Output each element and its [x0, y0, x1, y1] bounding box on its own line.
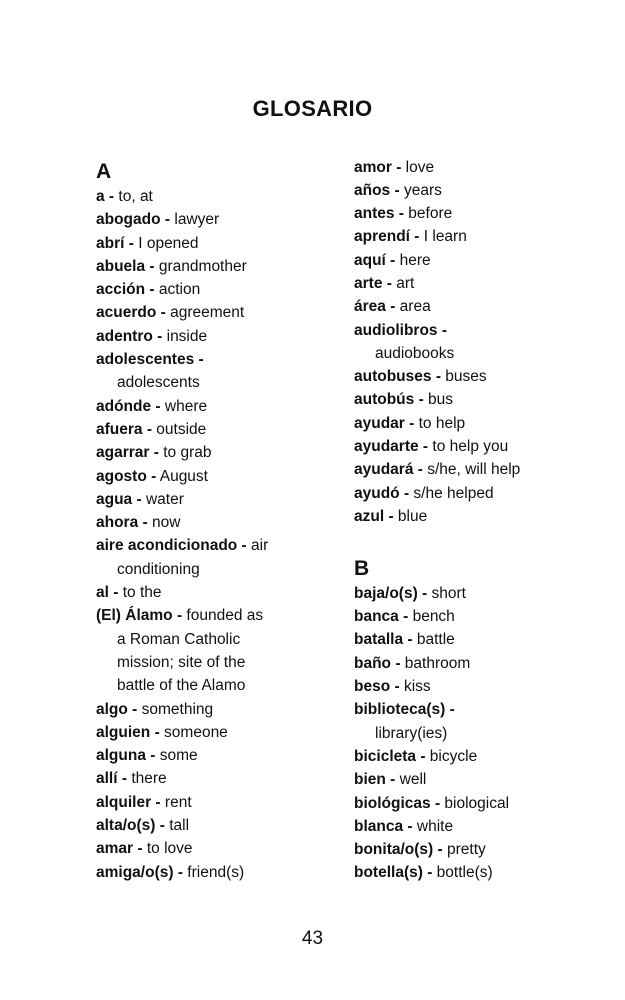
- entry-term: ayudará -: [354, 461, 423, 479]
- glossary-entry: [354, 482, 520, 505]
- section-letter: A: [96, 160, 112, 183]
- glossary-entry: [96, 395, 268, 418]
- entry-line: [354, 815, 520, 838]
- entry-definition: grandmother: [154, 257, 247, 275]
- glossary-entry: [96, 255, 268, 278]
- entry-line: [96, 325, 268, 348]
- entry-term: agosto -: [96, 467, 157, 485]
- entry-definition: to, at: [114, 188, 153, 205]
- entry-definition: I learn: [419, 228, 467, 246]
- entry-definition: to the: [118, 584, 162, 602]
- entry-term: batalla -: [354, 631, 413, 649]
- entry-definition: kiss: [399, 678, 431, 696]
- entry-definition: well: [395, 771, 427, 789]
- entry-line: [354, 582, 520, 605]
- glossary-entry: [354, 435, 520, 458]
- entry-definition: bench: [408, 608, 455, 626]
- entry-definition: friend(s): [182, 863, 245, 881]
- glossary-entry: [96, 581, 268, 604]
- glossary-entry: [96, 348, 268, 395]
- glossary-entry: [354, 225, 520, 248]
- entry-term: biológicas -: [354, 794, 441, 812]
- entry-term: alquiler -: [96, 793, 161, 811]
- entry-definition: bathroom: [400, 654, 471, 672]
- glossary-entry: [354, 412, 520, 435]
- entry-line: [354, 202, 520, 225]
- entry-term: alta/o(s) -: [96, 817, 165, 835]
- entry-line: [96, 837, 268, 860]
- entry-term: amor -: [354, 158, 402, 176]
- entry-definition: bottle(s): [432, 864, 493, 882]
- entry-term: años -: [354, 181, 400, 199]
- entry-line: [354, 792, 520, 815]
- entry-term: ahora -: [96, 514, 148, 532]
- entry-term: adentro -: [96, 327, 163, 345]
- glossary-entry: [354, 249, 520, 272]
- entry-term: algo -: [96, 700, 138, 718]
- entry-line: [96, 581, 268, 604]
- entry-line: [96, 348, 268, 371]
- glossary-entry: [354, 652, 520, 675]
- entry-definition: inside: [162, 327, 208, 345]
- entry-term: autobuses -: [354, 368, 441, 386]
- entry-definition: bus: [423, 391, 454, 409]
- glossary-column-left: [96, 158, 268, 884]
- glossary-entry: [354, 792, 520, 815]
- entry-definition: here: [395, 251, 431, 269]
- entry-line: [96, 418, 268, 441]
- entry-definition: short: [427, 584, 466, 602]
- entry-term: aquí -: [354, 251, 396, 269]
- entry-definition: something: [137, 700, 214, 718]
- entry-term: abuela -: [96, 257, 155, 275]
- entry-term: ayudarte -: [354, 438, 429, 456]
- glossary-entry: [96, 325, 268, 348]
- entry-term: baño -: [354, 654, 401, 672]
- entry-line: [354, 698, 520, 721]
- entry-term: adónde -: [96, 397, 161, 415]
- entry-term: bien -: [354, 771, 396, 789]
- glossary-entry: [354, 365, 520, 388]
- entry-line: [354, 745, 520, 768]
- entry-term: adolescentes -: [96, 351, 204, 369]
- entry-definition: to help you: [428, 438, 509, 456]
- entry-term: beso -: [354, 678, 400, 696]
- entry-line: [96, 767, 268, 790]
- entry-term: (El) Álamo -: [96, 607, 183, 625]
- glossary-entry: [96, 418, 268, 441]
- entry-line: [354, 435, 520, 458]
- entry-term: blanca -: [354, 817, 413, 835]
- entry-definition: to help: [414, 414, 466, 432]
- glossary-entry: [96, 837, 268, 860]
- entry-line: [96, 488, 268, 511]
- entry-definition: outside: [152, 420, 207, 438]
- entry-line: [354, 482, 520, 505]
- entry-definition: bicycle: [425, 747, 478, 765]
- entry-definition: s/he helped: [409, 484, 494, 502]
- entry-term: bicicleta -: [354, 747, 426, 765]
- entry-definition: there: [127, 770, 167, 788]
- entry-term: alguna -: [96, 747, 156, 765]
- glossary-entry: [354, 505, 520, 528]
- entry-definition: rent: [160, 793, 192, 811]
- entry-term: acuerdo -: [96, 304, 166, 322]
- entry-line: [96, 814, 268, 837]
- entry-line: [354, 412, 520, 435]
- entry-line: [96, 721, 268, 744]
- glossary-entry: [96, 465, 268, 488]
- section-gap: [354, 528, 520, 555]
- entry-term: azul -: [354, 507, 394, 525]
- glossary-entry: [96, 534, 268, 581]
- entry-definition-continued: mission; site of the: [117, 653, 246, 671]
- entry-definition: to grab: [158, 444, 212, 462]
- glossary-entry: [354, 272, 520, 295]
- entry-definition: blue: [393, 507, 428, 525]
- entry-definition: biological: [440, 794, 510, 812]
- entry-term: alguien -: [96, 723, 160, 741]
- glossary-entry: [96, 814, 268, 837]
- entry-definition: agreement: [165, 304, 245, 322]
- entry-term: biblioteca(s) -: [354, 701, 455, 719]
- entry-definition-continued: adolescents: [117, 374, 200, 392]
- entry-definition: love: [401, 158, 435, 176]
- glossary-entry: [96, 791, 268, 814]
- entry-definition: I opened: [133, 234, 199, 252]
- entry-line: [96, 441, 268, 464]
- entry-line: [354, 458, 520, 481]
- glossary-entry: [354, 295, 520, 318]
- glossary-entry: [96, 278, 268, 301]
- entry-definition: white: [412, 817, 454, 835]
- entry-definition: to love: [142, 840, 193, 858]
- entry-line: [96, 861, 268, 884]
- entry-definition-continued: library(ies): [375, 724, 448, 742]
- entry-definition: action: [154, 281, 201, 299]
- glossary-entry: [96, 721, 268, 744]
- entry-term: autobús -: [354, 391, 424, 409]
- entry-definition: air: [246, 537, 269, 555]
- glossary-entry: [96, 441, 268, 464]
- entry-definition: founded as: [182, 607, 264, 625]
- entry-term: aprendí -: [354, 228, 420, 246]
- entry-term: banca -: [354, 608, 409, 626]
- entry-definition: August: [156, 467, 208, 485]
- glossary-entry: [96, 767, 268, 790]
- glossary-entry: [354, 745, 520, 768]
- entry-line: [354, 388, 520, 411]
- entry-definition: buses: [440, 368, 487, 386]
- glossary-entry: [96, 488, 268, 511]
- entry-term: abrí -: [96, 234, 134, 252]
- entry-definition-continued: audiobooks: [375, 344, 455, 362]
- glossary-entry: [96, 861, 268, 884]
- entry-line: [354, 365, 520, 388]
- entry-definition-continued: a Roman Catholic: [117, 630, 241, 648]
- entry-definition: lawyer: [170, 211, 220, 229]
- entry-definition: pretty: [442, 841, 486, 859]
- page-number: 43: [301, 928, 324, 949]
- glossary-entry: [354, 628, 520, 651]
- entry-line: [354, 156, 520, 179]
- glossary-entry: [354, 458, 520, 481]
- entry-line: [354, 249, 520, 272]
- glossary-entry: [96, 744, 268, 767]
- entry-term: acción -: [96, 281, 155, 299]
- entry-definition: art: [391, 274, 415, 292]
- entry-line: [96, 185, 268, 208]
- entry-line: [354, 605, 520, 628]
- entry-line: [354, 272, 520, 295]
- entry-term: botella(s) -: [354, 864, 433, 882]
- entry-term: ayudar -: [354, 414, 415, 432]
- entry-line: [354, 861, 520, 884]
- entry-term: afuera -: [96, 420, 152, 438]
- entry-term: al -: [96, 584, 119, 602]
- glossary-entry: [354, 605, 520, 628]
- page-title: GLOSARIO: [252, 96, 373, 121]
- entry-term: aire acondicionado -: [96, 537, 247, 555]
- entry-line: [96, 255, 268, 278]
- entry-definition: years: [399, 181, 442, 199]
- entry-definition: before: [403, 205, 453, 223]
- entry-line: [354, 295, 520, 318]
- entry-line: [354, 768, 520, 791]
- entry-line: [96, 232, 268, 255]
- glossary-entry: [354, 156, 520, 179]
- entry-term: bonita/o(s) -: [354, 841, 443, 859]
- entry-term: agua -: [96, 490, 142, 508]
- glossary-entry: [354, 582, 520, 605]
- entry-term: audiolibros -: [354, 321, 447, 339]
- entry-term: área -: [354, 298, 396, 316]
- entry-definition: now: [147, 514, 181, 532]
- entry-line: [96, 511, 268, 534]
- entry-term: abogado -: [96, 211, 171, 229]
- entry-line: [354, 675, 520, 698]
- entry-term: a -: [96, 188, 115, 205]
- glossary-entry: [354, 768, 520, 791]
- glossary-entry: [354, 838, 520, 861]
- entry-term: ayudó -: [354, 484, 410, 502]
- entry-line: [354, 319, 520, 342]
- entry-line: [354, 179, 520, 202]
- entry-line: [354, 225, 520, 248]
- entry-line: [96, 208, 268, 231]
- entry-line: [354, 628, 520, 651]
- entry-line: [96, 604, 268, 627]
- glossary-entry: [354, 675, 520, 698]
- glossary-entry: [96, 698, 268, 721]
- entry-definition-continued: battle of the Alamo: [117, 677, 246, 695]
- glossary-entry: [96, 232, 268, 255]
- glossary-column-right: [354, 156, 520, 885]
- entry-definition: someone: [159, 723, 228, 741]
- entry-line: [96, 744, 268, 767]
- entry-definition: tall: [164, 817, 190, 835]
- section-letter: B: [354, 556, 370, 580]
- glossary-entry: [354, 698, 520, 745]
- glossary-entry: [96, 301, 268, 324]
- glossary-entry: [96, 208, 268, 231]
- entry-definition: where: [160, 397, 208, 415]
- entry-definition: area: [395, 298, 431, 316]
- entry-definition: some: [155, 747, 198, 765]
- entry-line: [96, 278, 268, 301]
- entry-definition: water: [141, 490, 184, 508]
- glossary-entry: [354, 388, 520, 411]
- entry-line: [354, 838, 520, 861]
- entry-term: allí -: [96, 770, 128, 788]
- entry-line: [96, 791, 268, 814]
- glossary-entry: [354, 319, 520, 366]
- entry-definition-continued: conditioning: [117, 560, 200, 578]
- entry-term: arte -: [354, 274, 392, 292]
- glossary-entry: [354, 179, 520, 202]
- entry-term: antes -: [354, 205, 404, 223]
- glossary-entry: [354, 861, 520, 884]
- entry-line: [96, 395, 268, 418]
- glossary-entry: [96, 511, 268, 534]
- entry-line: [354, 652, 520, 675]
- entry-term: baja/o(s) -: [354, 584, 428, 602]
- entry-definition: s/he, will help: [422, 461, 521, 479]
- glossary-entry: [354, 815, 520, 838]
- entry-line: [96, 301, 268, 324]
- entry-line: [354, 505, 520, 528]
- entry-line: [96, 698, 268, 721]
- entry-term: amar -: [96, 840, 143, 858]
- glossary-entry: [354, 202, 520, 225]
- glossary-entry: [96, 185, 268, 208]
- entry-line: [96, 534, 268, 557]
- entry-definition: battle: [412, 631, 455, 649]
- glossary-entry: [96, 604, 268, 697]
- entry-line: [96, 465, 268, 488]
- entry-term: agarrar -: [96, 444, 159, 462]
- entry-term: amiga/o(s) -: [96, 863, 183, 881]
